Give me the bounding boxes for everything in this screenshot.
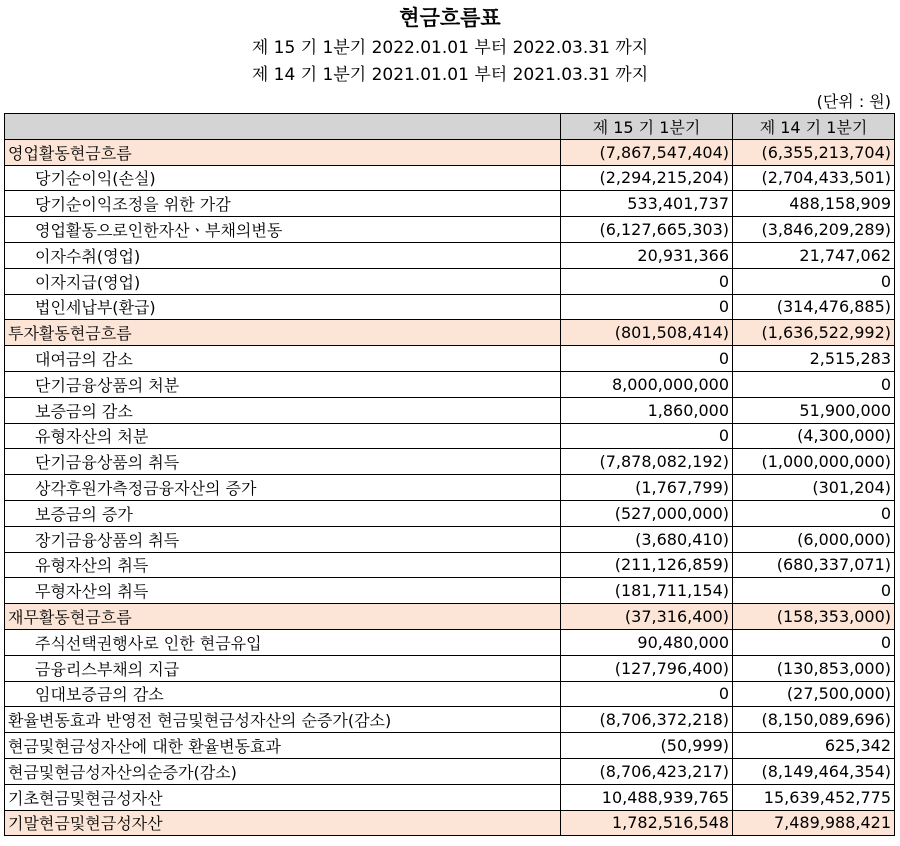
table-row <box>5 604 895 630</box>
period-current: 제 15 기 1분기 2022.01.01 부터 2022.03.31 까지 <box>251 38 649 58</box>
prior-period-value: (8,150,089,696) <box>733 707 895 733</box>
table-row <box>5 758 895 784</box>
row-label: 투자활동현금흐름 <box>5 320 561 346</box>
prior-period-value: (158,353,000) <box>733 604 895 630</box>
row-label: 당기순이익(손실) <box>5 165 561 191</box>
table-row <box>5 629 895 655</box>
current-period-value: 20,931,366 <box>561 242 733 268</box>
current-period-value: 8,000,000,000 <box>561 371 733 397</box>
row-label: 법인세납부(환급) <box>5 294 561 320</box>
prior-period-value: 0 <box>733 371 895 397</box>
current-period-value: (8,706,423,217) <box>561 758 733 784</box>
header-current-period: 제 15 기 1분기 <box>561 114 733 140</box>
current-period-value: (7,867,547,404) <box>561 139 733 165</box>
table-row <box>5 397 895 423</box>
row-label: 당기순이익조정을 위한 가감 <box>5 191 561 217</box>
prior-period-value: (1,636,522,992) <box>733 320 895 346</box>
table-row <box>5 810 895 836</box>
prior-period-value: 0 <box>733 500 895 526</box>
current-period-value: (3,680,410) <box>561 526 733 552</box>
table-row <box>5 371 895 397</box>
row-label: 단기금융상품의 취득 <box>5 449 561 475</box>
current-period-value: (50,999) <box>561 733 733 759</box>
row-label: 유형자산의 처분 <box>5 423 561 449</box>
table-row <box>5 217 895 243</box>
row-label: 단기금융상품의 처분 <box>5 371 561 397</box>
table-row <box>5 655 895 681</box>
row-label: 대여금의 감소 <box>5 346 561 372</box>
row-label: 보증금의 감소 <box>5 397 561 423</box>
prior-period-value: (6,000,000) <box>733 526 895 552</box>
table-row <box>5 242 895 268</box>
prior-period-value: (6,355,213,704) <box>733 139 895 165</box>
current-period-value: (1,767,799) <box>561 475 733 501</box>
table-row <box>5 578 895 604</box>
current-period-value: 90,480,000 <box>561 629 733 655</box>
prior-period-value: (680,337,071) <box>733 552 895 578</box>
table-row <box>5 346 895 372</box>
prior-period-value: 51,900,000 <box>733 397 895 423</box>
row-label: 영업활동으로인한자산ㆍ부채의변동 <box>5 217 561 243</box>
current-period-value: 1,860,000 <box>561 397 733 423</box>
table-row <box>5 320 895 346</box>
row-label: 기말현금및현금성자산 <box>5 810 561 836</box>
prior-period-value: 0 <box>733 268 895 294</box>
current-period-value: (527,000,000) <box>561 500 733 526</box>
current-period-value: (211,126,859) <box>561 552 733 578</box>
prior-period-value: (130,853,000) <box>733 655 895 681</box>
current-period-value: (7,878,082,192) <box>561 449 733 475</box>
prior-period-value: 0 <box>733 629 895 655</box>
row-label: 상각후원가측정금융자산의 증가 <box>5 475 561 501</box>
table-row <box>5 449 895 475</box>
table-body <box>5 139 895 836</box>
period-prior: 제 14 기 1분기 2021.01.01 부터 2021.03.31 까지 <box>251 65 649 85</box>
current-period-value: (6,127,665,303) <box>561 217 733 243</box>
table-row <box>5 423 895 449</box>
current-period-value: 1,782,516,548 <box>561 810 733 836</box>
cash-flow-table <box>4 113 895 836</box>
current-period-value: (2,294,215,204) <box>561 165 733 191</box>
table-row <box>5 733 895 759</box>
table-header-row <box>5 114 895 140</box>
current-period-value: (8,706,372,218) <box>561 707 733 733</box>
prior-period-value: 488,158,909 <box>733 191 895 217</box>
prior-period-value: 0 <box>733 578 895 604</box>
table-row <box>5 526 895 552</box>
table-row <box>5 475 895 501</box>
prior-period-value: (3,846,209,289) <box>733 217 895 243</box>
current-period-value: (801,508,414) <box>561 320 733 346</box>
current-period-value: (181,711,154) <box>561 578 733 604</box>
unit-label: (단위 : 원) <box>816 92 891 111</box>
current-period-value: 533,401,737 <box>561 191 733 217</box>
current-period-value: (127,796,400) <box>561 655 733 681</box>
table-row <box>5 139 895 165</box>
row-label: 장기금융상품의 취득 <box>5 526 561 552</box>
prior-period-value: (301,204) <box>733 475 895 501</box>
prior-period-value: 2,515,283 <box>733 346 895 372</box>
table-row <box>5 294 895 320</box>
row-label: 이자수취(영업) <box>5 242 561 268</box>
row-label: 기초현금및현금성자산 <box>5 784 561 810</box>
prior-period-value: (27,500,000) <box>733 681 895 707</box>
row-label: 환율변동효과 반영전 현금및현금성자산의 순증가(감소) <box>5 707 561 733</box>
table-row <box>5 500 895 526</box>
row-label: 주식선택권행사로 인한 현금유입 <box>5 629 561 655</box>
header-label-col <box>5 114 561 140</box>
table-row <box>5 784 895 810</box>
table-row <box>5 191 895 217</box>
table-row <box>5 165 895 191</box>
header-prior-period: 제 14 기 1분기 <box>733 114 895 140</box>
row-label: 영업활동현금흐름 <box>5 139 561 165</box>
current-period-value: (37,316,400) <box>561 604 733 630</box>
prior-period-value: (8,149,464,354) <box>733 758 895 784</box>
current-period-value: 0 <box>561 294 733 320</box>
prior-period-value: 21,747,062 <box>733 242 895 268</box>
prior-period-value: (314,476,885) <box>733 294 895 320</box>
current-period-value: 0 <box>561 268 733 294</box>
row-label: 보증금의 증가 <box>5 500 561 526</box>
prior-period-value: 7,489,988,421 <box>733 810 895 836</box>
table-row <box>5 268 895 294</box>
current-period-value: 10,488,939,765 <box>561 784 733 810</box>
prior-period-value: 15,639,452,775 <box>733 784 895 810</box>
table-row <box>5 707 895 733</box>
row-label: 유형자산의 취득 <box>5 552 561 578</box>
row-label: 현금및현금성자산에 대한 환율변동효과 <box>5 733 561 759</box>
current-period-value: 0 <box>561 681 733 707</box>
table-row <box>5 681 895 707</box>
row-label: 임대보증금의 감소 <box>5 681 561 707</box>
prior-period-value: (4,300,000) <box>733 423 895 449</box>
row-label: 재무활동현금흐름 <box>5 604 561 630</box>
current-period-value: 0 <box>561 423 733 449</box>
current-period-value: 0 <box>561 346 733 372</box>
statement-title: 현금흐름표 <box>399 6 501 30</box>
prior-period-value: (1,000,000,000) <box>733 449 895 475</box>
table-row <box>5 552 895 578</box>
prior-period-value: (2,704,433,501) <box>733 165 895 191</box>
prior-period-value: 625,342 <box>733 733 895 759</box>
row-label: 이자지급(영업) <box>5 268 561 294</box>
row-label: 무형자산의 취득 <box>5 578 561 604</box>
row-label: 현금및현금성자산의순증가(감소) <box>5 758 561 784</box>
row-label: 금융리스부채의 지급 <box>5 655 561 681</box>
